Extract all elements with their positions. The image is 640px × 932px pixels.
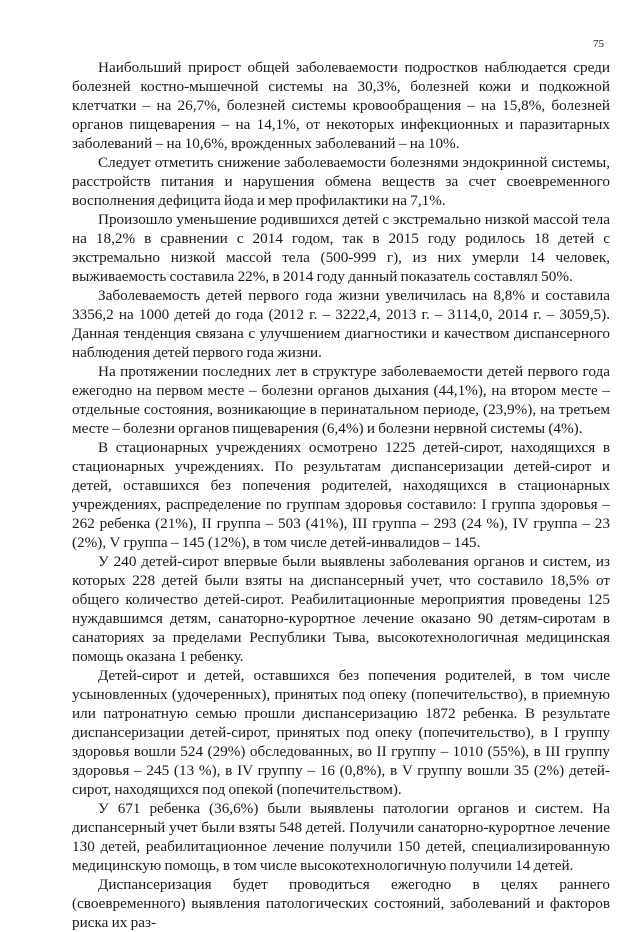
- page-number: 75: [593, 38, 604, 50]
- paragraph: В стационарных учреждениях осмотрено 1225 детей-сирот, находящихся в стационарных учреждениях. По результатам диспансеризации детей-сирот и детей, оставшихся без попечения родителей, находящихся в стационарных учреждениях, распределение по группам здоровья составило: I группа здоровья – 262 ребенка (21%), II группа – 503 (41%), III группа – 293 (24 %), IV группа – 23 (2%), V группа – 145 (12%), в том числе детей-инвалидов – 145.: [72, 439, 610, 551]
- paragraph: У 240 детей-сирот впервые были выявлены заболевания органов и систем, из которых 228 детей были взяты на диспансерный учет, что составило 18,5% от общего количество детей-сирот. Реабилитационные мероприятия проведены 125 нуждавшимся детям, санаторно-курортное лечение оказано 90 детям-сиротам в санаториях за пределами Республики Тыва, высокотехнологичная медицинская помощь оказана 1 ребенку.: [72, 553, 610, 665]
- paragraph: Заболеваемость детей первого года жизни увеличилась на 8,8% и составила 3356,2 на 1000 детей до года (2012 г. – 3222,4, 2013 г. – 3114,0, 2014 г. – 3059,5). Данная тенденция связана с улучшением диагностики и качеством диспансерного наблюдения детей первого года жизни.: [72, 287, 610, 361]
- paragraph: Диспансеризация будет проводиться ежегодно в целях раннего (своевременного) выявления патологических состояний, заболеваний и факторов риска их раз-: [72, 876, 610, 931]
- paragraph: У 671 ребенка (36,6%) были выявлены патологии органов и систем. На диспансерный учет были взяты 548 детей. Получили санаторно-курортное лечение 130 детей, реабилитационное лечение получили 150 детей, специализированную медицинскую помощь, в том числе высокотехнологичную получили 14 детей.: [72, 800, 610, 874]
- paragraph: Следует отметить снижение заболеваемости болезнями эндокринной системы, расстройств питания и нарушения обмена веществ за счет своевременного восполнения дефицита йода и мер профилактики на 7,1%.: [72, 154, 610, 209]
- paragraph: Детей-сирот и детей, оставшихся без попечения родителей, в том числе усыновленных (удочеренных), принятых под опеку (попечительство), в приемную или патронатную семью прошли диспансеризацию 1872 ребенка. В результате диспансеризации детей-сирот, принятых под опеку (попечительство), в I группу здоровья вошли 524 (29%) обследованных, во II группу – 1010 (55%), в III группу здоровья – 245 (13 %), в IV группу – 16 (0,8%), в V группу вошли 35 (2%) детей-сирот, находящихся под опекой (попечительством).: [72, 667, 610, 798]
- body-text: [72, 58, 610, 932]
- paragraph: Произошло уменьшение родившихся детей с экстремально низкой массой тела на 18,2% в сравнении с 2014 годом, так в 2015 году родилось 18 детей с экстремально низкой массой тела (500-999 г), из них умерли 14 человек, выживаемость составила 22%, в 2014 году данный показатель составлял 50%.: [72, 211, 610, 285]
- paragraph: Наибольший прирост общей заболеваемости подростков наблюдается среди болезней костно-мышечной системы на 30,3%, болезней кожи и подкожной клетчатки – на 26,7%, болезней системы кровообращения – на 15,8%, болезней органов пищеварения – на 14,1%, от некоторых инфекционных и паразитарных заболеваний – на 10,6%, врожденных заболеваний – на 10%.: [72, 59, 610, 152]
- paragraph: На протяжении последних лет в структуре заболеваемости детей первого года ежегодно на первом месте – болезни органов дыхания (44,1%), на втором месте – отдельные состояния, возникающие в перинатальном периоде, (23,9%), на третьем месте – болезни органов пищеварения (6,4%) и болезни нервной системы (4%).: [72, 363, 610, 437]
